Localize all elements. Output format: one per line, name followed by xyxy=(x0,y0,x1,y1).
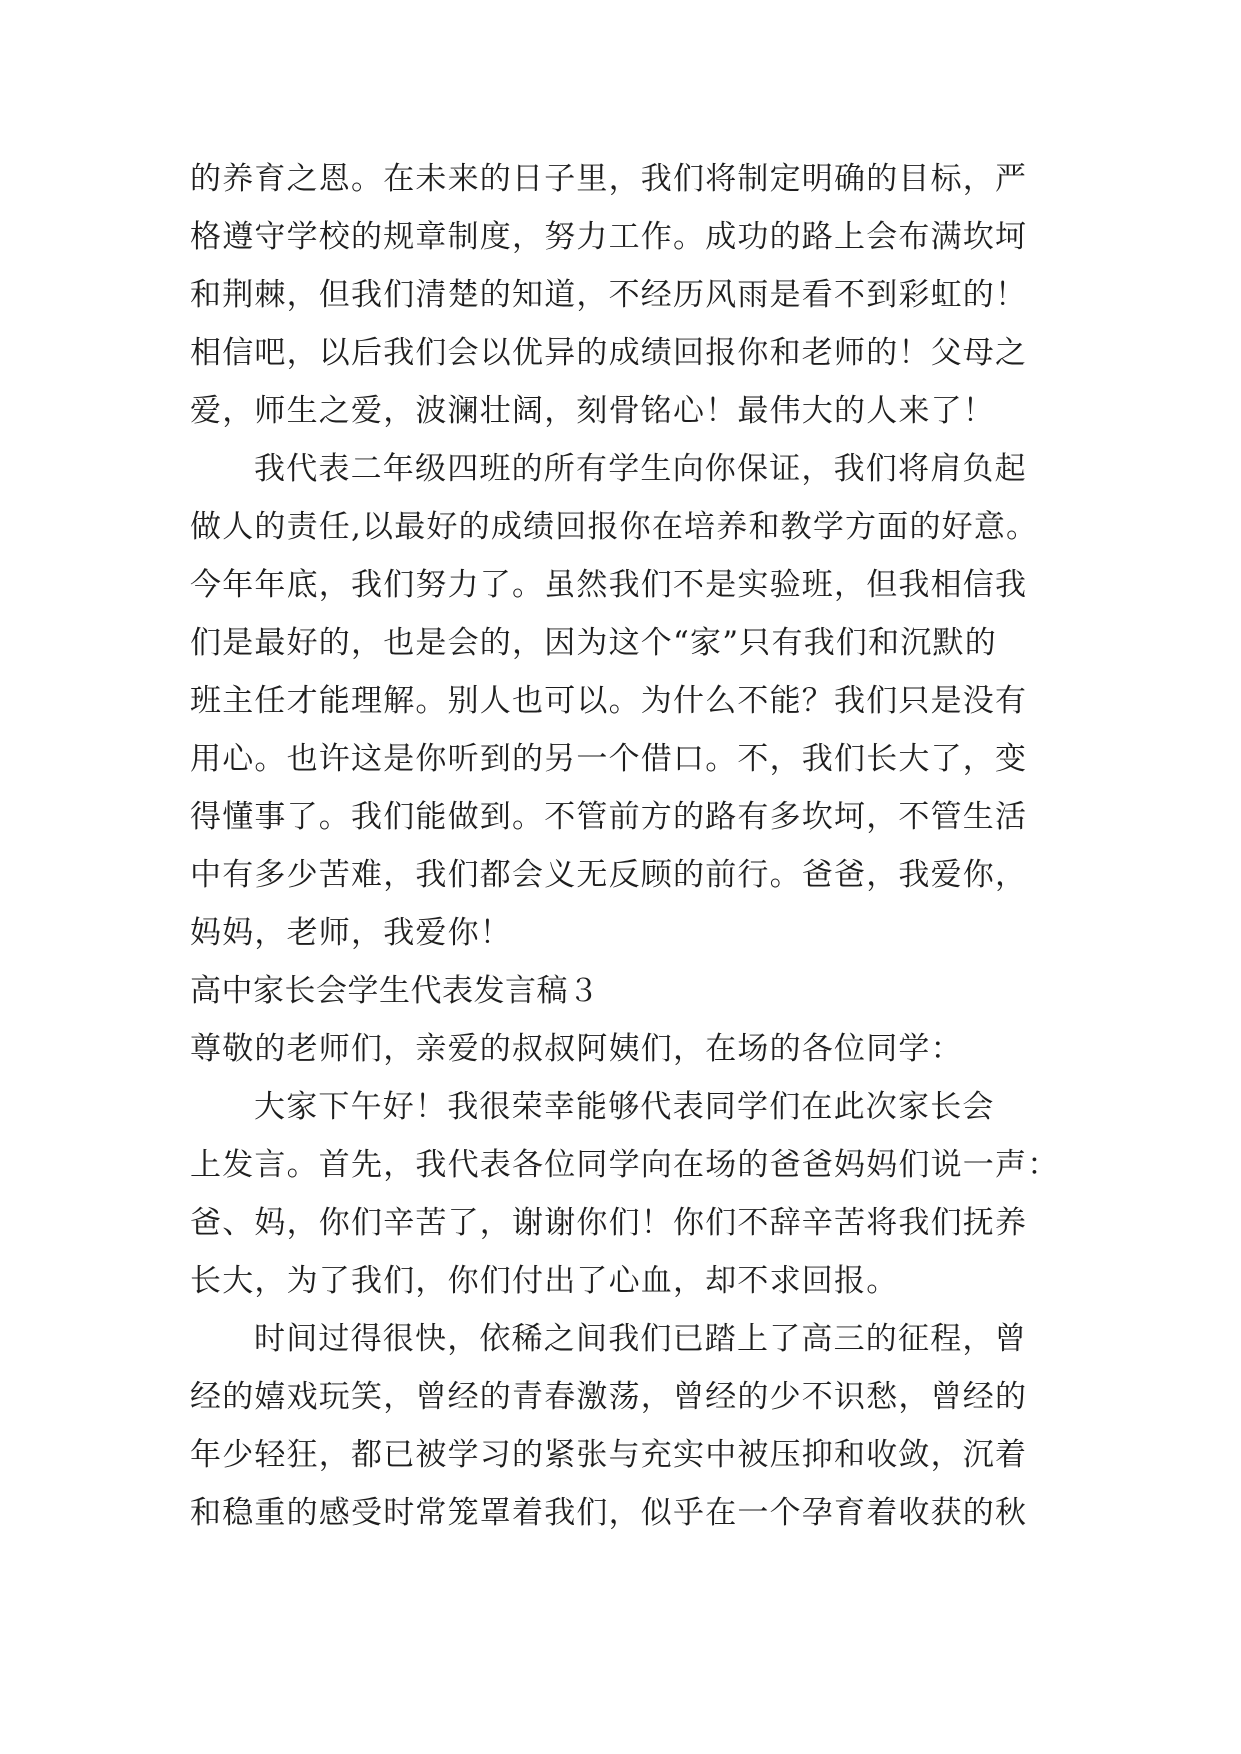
text-line: 和荆棘，但我们清楚的知道，不经历风雨是看不到彩虹的！ xyxy=(190,277,1028,313)
text-line: 爸、妈，你们辛苦了，谢谢你们！你们不辞辛苦将我们抚养 xyxy=(190,1205,1028,1241)
section-heading: 高中家长会学生代表发言稿３ xyxy=(190,973,600,1009)
text-line: 班主任才能理解。别人也可以。为什么不能？我们只是没有 xyxy=(190,683,1028,719)
paragraph-start-line: 大家下午好！我很荣幸能够代表同学们在此次家长会 xyxy=(254,1089,995,1125)
text-line: 年少轻狂，都已被学习的紧张与充实中被压抑和收敛，沉着 xyxy=(190,1437,1028,1473)
text-line: 经的嬉戏玩笑，曾经的青春激荡，曾经的少不识愁，曾经的 xyxy=(190,1379,1028,1415)
text-line: 相信吧，以后我们会以优异的成绩回报你和老师的！父母之 xyxy=(190,335,1028,371)
text-line: 爱，师生之爱，波澜壮阔，刻骨铭心！最伟大的人来了！ xyxy=(190,393,995,429)
text-line: 用心。也许这是你听到的另一个借口。不，我们长大了，变 xyxy=(190,741,1028,777)
text-line: 长大，为了我们，你们付出了心血，却不求回报。 xyxy=(190,1263,899,1299)
text-line: 得懂事了。我们能做到。不管前方的路有多坎坷，不管生活 xyxy=(190,799,1028,835)
text-line: 格遵守学校的规章制度，努力工作。成功的路上会布满坎坷 xyxy=(190,219,1028,255)
text-line: 中有多少苦难，我们都会义无反顾的前行。爸爸，我爱你， xyxy=(190,857,1028,893)
text-line: 的养育之恩。在未来的日子里，我们将制定明确的目标，严 xyxy=(190,161,1028,197)
paragraph-start-line: 我代表二年级四班的所有学生向你保证，我们将肩负起 xyxy=(254,451,1027,487)
text-line: 上发言。首先，我代表各位同学向在场的爸爸妈妈们说一声： xyxy=(190,1147,1060,1183)
text-line: 妈妈，老师，我爱你！ xyxy=(190,915,512,951)
document-body xyxy=(190,150,1070,1542)
text-line: 做人的责任,以最好的成绩回报你在培养和教学方面的好意。 xyxy=(190,509,1039,545)
text-line: 和稳重的感受时常笼罩着我们，似乎在一个孕育着收获的秋 xyxy=(190,1495,1028,1531)
text-line: 今年年底，我们努力了。虽然我们不是实验班，但我相信我 xyxy=(190,567,1028,603)
paragraph-start-line: 时间过得很快，依稀之间我们已踏上了高三的征程，曾 xyxy=(254,1321,1027,1357)
salutation-line: 尊敬的老师们，亲爱的叔叔阿姨们，在场的各位同学： xyxy=(190,1031,963,1067)
text-line: 们是最好的，也是会的，因为这个“家”只有我们和沉默的 xyxy=(190,625,997,661)
